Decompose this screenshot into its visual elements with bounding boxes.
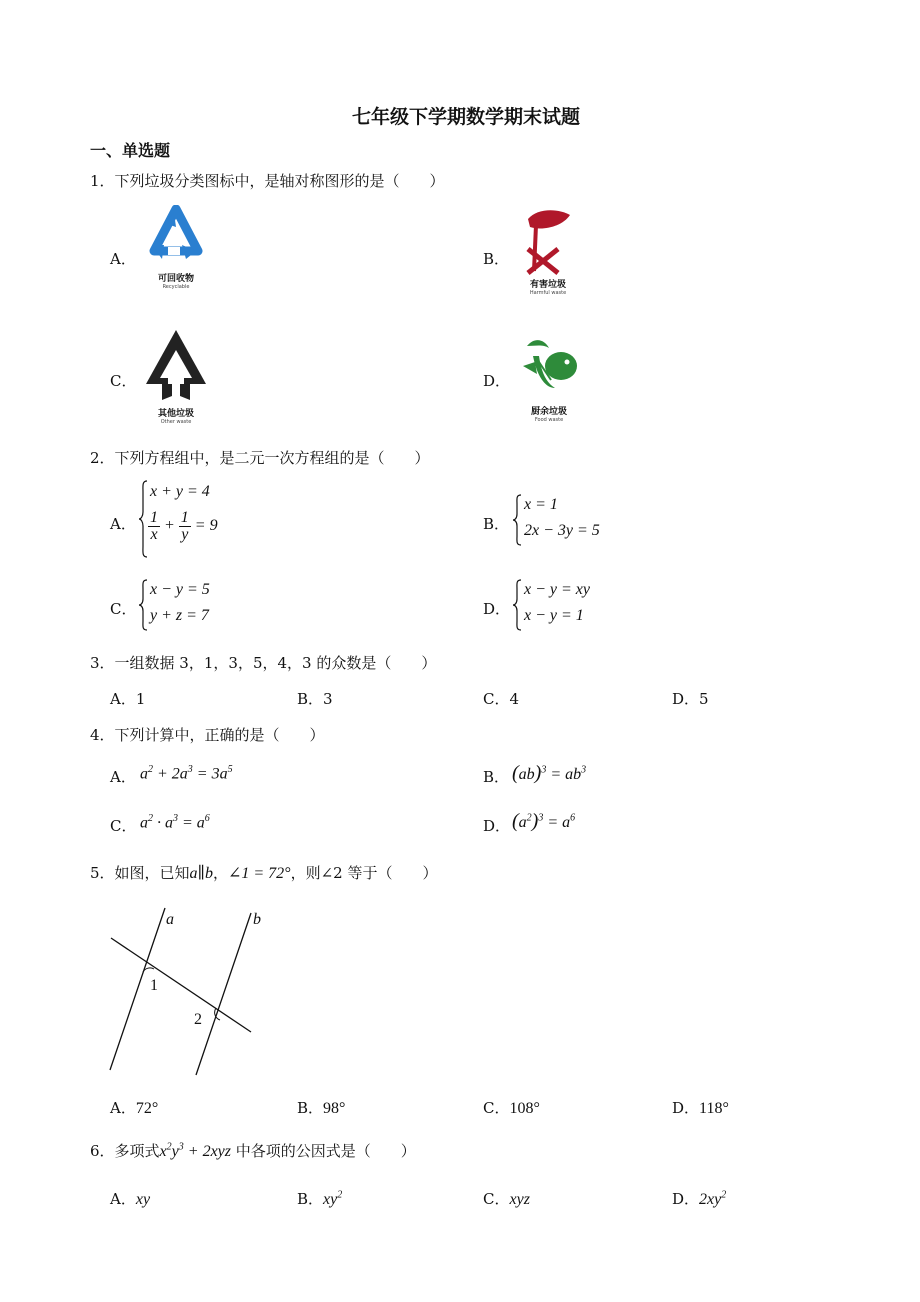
q4-option-d-label: D．: [483, 817, 511, 835]
q2-d-eq2: x − y = 1: [524, 607, 584, 624]
line-a-label: a: [166, 911, 174, 928]
q4-d-expression: $(a^2)^3 = a^6$: [512, 810, 576, 832]
hazardous-subcaption: Harmful waste: [529, 290, 567, 296]
q3-option-b: B．3: [297, 690, 333, 708]
angle-2-label: 2: [194, 1011, 202, 1028]
other-waste-subcaption: Other waste: [160, 419, 192, 425]
q2-option-a-label: A．: [110, 515, 136, 533]
food-waste-subcaption: Food waste: [534, 417, 564, 423]
q5-option-a: A．72°: [110, 1099, 159, 1117]
q1-option-b: [520, 205, 576, 296]
question-6-stem: 6．多项式$x^2y^3 + 2xyz$ 中各项的公因式是（ ）: [90, 1141, 416, 1160]
q1-option-d: [515, 326, 583, 423]
q6-option-c: C．xyz: [483, 1190, 530, 1208]
question-3-stem: 3．一组数据 3，1，3，5，4，3 的众数是（ ）: [90, 654, 437, 672]
question-2-stem: 2．下列方程组中，是二元一次方程组的是（ ）: [90, 449, 430, 467]
question-4-stem: 4．下列计算中，正确的是（ ）: [90, 726, 325, 744]
q5-option-d: D．118°: [672, 1099, 729, 1117]
q2-c-eq1: x − y = 5: [150, 581, 210, 598]
line-b-label: b: [253, 911, 261, 928]
food-waste-caption: 厨余垃圾: [530, 407, 567, 417]
recycle-icon: [148, 205, 204, 281]
q1-option-a-label: A．: [110, 250, 136, 268]
q4-c-expression: $a^2 \cdot a^3 = a^6$: [140, 813, 210, 832]
recycle-caption: 可回收物: [157, 274, 194, 284]
q4-option-a-label: A．: [110, 768, 136, 786]
q2-b-eq1: x = 1: [524, 496, 558, 513]
question-1-stem: 1．下列垃圾分类图标中，是轴对称图形的是（ ）: [90, 172, 445, 190]
food-waste-icon: [515, 326, 583, 398]
q1-option-c: [142, 326, 210, 425]
q2-option-d-label: D．: [483, 600, 511, 618]
q2-option-c-brace: [138, 579, 148, 635]
section-heading: 一、单选题: [90, 141, 171, 160]
q2-option-b-brace: [512, 494, 522, 550]
other-waste-caption: 其他垃圾: [157, 409, 194, 419]
q5-option-b: B．98°: [297, 1099, 346, 1117]
q2-c-eq2: y + z = 7: [150, 607, 209, 624]
q1-option-c-label: C．: [110, 372, 137, 390]
q3-option-d: D．5: [672, 690, 709, 708]
q1-option-d-label: D．: [483, 372, 511, 390]
q5-figure: [108, 905, 268, 1084]
fraction-1-over-y: $\frac{1}{y}$: [180, 509, 189, 543]
q2-option-c-label: C．: [110, 600, 137, 618]
q4-b-expression: $(ab)^3 = ab^3$: [512, 762, 587, 784]
page-title: 七年级下学期数学期末试题: [352, 106, 581, 128]
q1-option-a: [148, 205, 204, 290]
q6-option-d: D．$2xy^2$: [672, 1189, 727, 1208]
q4-a-expression: $a^2 + 2a^3 = 3a^5$: [140, 764, 233, 783]
other-waste-icon: [142, 326, 210, 406]
q2-a-eq2: $\frac{1}{x}$ + $\frac{1}{y}$ = 9: [150, 509, 218, 543]
angle-1-label: 1: [150, 977, 158, 994]
q1-option-b-label: B．: [483, 250, 510, 268]
q4-option-b-label: B．: [483, 768, 510, 786]
q5-option-c: C．108°: [483, 1099, 540, 1117]
q3-option-a: A．1: [110, 690, 146, 708]
question-5-stem: 5．如图，已知a∥b，∠1 = 72°，则∠2 等于（ ）: [90, 864, 438, 882]
q6-option-a: A．xy: [110, 1190, 151, 1208]
recycle-subcaption: Recyclable: [162, 284, 190, 290]
q2-option-b-label: B．: [483, 515, 510, 533]
q2-a-eq1: x + y = 4: [150, 483, 210, 500]
q6-option-b: B．$xy^2$: [297, 1189, 343, 1208]
q2-option-d-brace: [512, 579, 522, 635]
q2-b-eq2: 2x − 3y = 5: [524, 522, 600, 539]
q4-option-c-label: C．: [110, 817, 137, 835]
q6-polynomial: $x^2y^3 + 2xyz$: [159, 1141, 231, 1160]
fraction-1-over-x: $\frac{1}{x}$: [150, 509, 158, 543]
q3-option-c: C．4: [483, 690, 520, 708]
hazardous-caption: 有害垃圾: [529, 280, 566, 290]
q2-d-eq1: x − y = xy: [524, 581, 590, 598]
q2-option-a-brace: [138, 480, 148, 562]
hazardous-icon: [520, 205, 576, 281]
